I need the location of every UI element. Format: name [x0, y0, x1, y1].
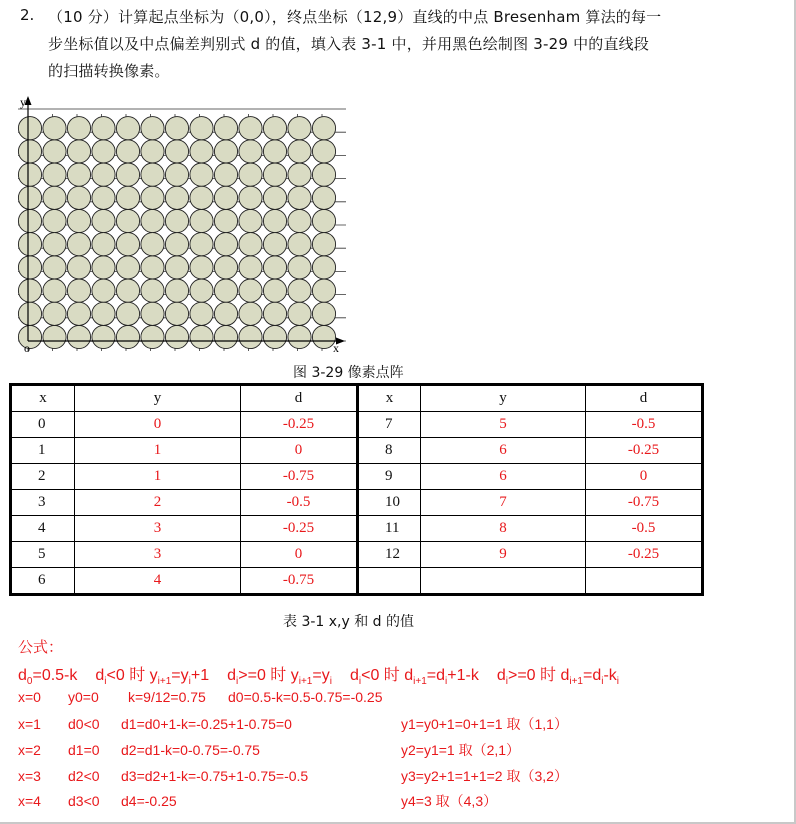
pixel-circle	[43, 233, 66, 256]
pixel-circle	[92, 233, 115, 256]
pixel-circle	[288, 256, 311, 279]
pixel-circle	[214, 233, 237, 256]
cell-d: -0.5	[241, 490, 358, 516]
pixel-circle	[43, 302, 66, 325]
pixel-circle	[239, 302, 262, 325]
cell-y: 0	[75, 412, 241, 438]
step-term: d1=d0+1-k=-0.25+1-0.75=0	[121, 716, 292, 732]
pixel-circle	[312, 279, 335, 302]
step-term: y4=3 取（4,3）	[401, 793, 498, 809]
pixel-circle	[141, 302, 164, 325]
step-term: y0=0	[68, 689, 99, 705]
pixel-circle	[288, 209, 311, 232]
pixel-circle	[18, 186, 41, 209]
header-y: y	[75, 385, 241, 412]
pixel-circle	[288, 186, 311, 209]
cell-d: -0.75	[586, 490, 703, 516]
pixel-circle	[263, 233, 286, 256]
pixel-circle	[165, 302, 188, 325]
pixel-circle	[165, 186, 188, 209]
cell-y: 6	[421, 464, 586, 490]
pixel-circle	[92, 302, 115, 325]
pixel-circle	[67, 163, 90, 186]
step-term: d0<0	[68, 716, 100, 732]
cell-y: 1	[75, 464, 241, 490]
pixel-circle	[43, 163, 66, 186]
cell-d: -0.5	[586, 516, 703, 542]
pixel-circle	[312, 186, 335, 209]
calculation-step	[18, 689, 428, 705]
step-term: x=4	[18, 793, 41, 809]
pixel-circle	[214, 209, 237, 232]
cell-d: -0.75	[241, 464, 358, 490]
formula-part: $d_i>=0$ 时 $d_{i+1}=d_i-k_i$	[496, 667, 620, 688]
pixel-circle	[18, 279, 41, 302]
pixel-circle	[239, 140, 262, 163]
pixel-circle	[214, 325, 237, 348]
pixel-circle	[288, 140, 311, 163]
question-number: 2.	[20, 6, 35, 24]
cell-d: -0.25	[241, 516, 358, 542]
step-term: d3=d2+1-k=-0.75+1-0.75=-0.5	[121, 768, 309, 784]
pixel-circle	[312, 209, 335, 232]
pixel-circle	[214, 117, 237, 140]
header-x: x	[11, 385, 75, 412]
pixel-circle	[214, 163, 237, 186]
cell-x: 3	[11, 490, 75, 516]
cell-x	[358, 568, 421, 595]
step-term: y2=y1=1 取（2,1）	[401, 742, 521, 758]
table-row	[11, 490, 703, 516]
cell-y: 8	[421, 516, 586, 542]
pixel-circle	[263, 140, 286, 163]
pixel-circle	[214, 186, 237, 209]
table-row	[11, 516, 703, 542]
cell-d: -0.5	[586, 412, 703, 438]
pixel-circle	[312, 256, 335, 279]
pixel-circle	[190, 163, 213, 186]
formula-part: $d_i>=0$ 时 $y_{i+1}=y_i$	[227, 667, 332, 688]
pixel-circles	[18, 117, 335, 349]
pixel-circle	[92, 325, 115, 348]
pixel-circle	[67, 233, 90, 256]
pixel-circle	[141, 256, 164, 279]
pixel-circle	[43, 117, 66, 140]
pixel-circle	[141, 140, 164, 163]
cell-x: 9	[358, 464, 421, 490]
cell-d	[586, 568, 703, 595]
results-table	[9, 383, 704, 596]
cell-x: 10	[358, 490, 421, 516]
cell-y: 6	[421, 438, 586, 464]
cell-y	[421, 568, 586, 595]
table-row	[11, 438, 703, 464]
pixel-circle	[312, 233, 335, 256]
pixel-circle	[312, 117, 335, 140]
step-term: d3<0	[68, 793, 100, 809]
cell-d: -0.25	[586, 438, 703, 464]
pixel-circle	[190, 325, 213, 348]
cell-y: 1	[75, 438, 241, 464]
pixel-circle	[116, 233, 139, 256]
pixel-circle	[288, 117, 311, 140]
question-line-2: 步坐标值以及中点偏差判别式 d 的值，填入表 3-1 中，并用黑色绘制图 3-29 中的直线段	[48, 35, 650, 53]
pixel-circle	[190, 186, 213, 209]
pixel-circle	[43, 256, 66, 279]
cell-x: 0	[11, 412, 75, 438]
pixel-circle	[67, 256, 90, 279]
calculation-step	[18, 740, 621, 760]
pixel-circle	[239, 325, 262, 348]
calculation-step	[18, 791, 621, 811]
pixel-circle	[116, 186, 139, 209]
pixel-circle	[43, 186, 66, 209]
table-header-row	[11, 385, 703, 412]
pixel-circle	[239, 186, 262, 209]
table-row	[11, 464, 703, 490]
pixel-circle	[190, 117, 213, 140]
pixel-circle	[43, 209, 66, 232]
pixel-circle	[288, 302, 311, 325]
pixel-circle	[190, 279, 213, 302]
header-x-right: x	[358, 385, 421, 412]
pixel-circle	[116, 325, 139, 348]
y-axis-label: y	[20, 95, 26, 109]
cell-x: 2	[11, 464, 75, 490]
pixel-circle	[165, 163, 188, 186]
cell-y: 4	[75, 568, 241, 595]
pixel-circle	[67, 209, 90, 232]
pixel-circle	[239, 233, 262, 256]
cell-y: 3	[75, 516, 241, 542]
cell-d: 0	[241, 438, 358, 464]
table-row	[11, 568, 703, 595]
pixel-circle	[263, 302, 286, 325]
pixel-circle	[288, 163, 311, 186]
table-caption: 表 3-1 x,y 和 d 的值	[283, 614, 415, 630]
pixel-circle	[263, 325, 286, 348]
x-axis-label: x	[333, 341, 339, 355]
formula-part: $d_i<0$ 时 $y_{i+1}=y_i+1$	[95, 667, 210, 688]
cell-x: 5	[11, 542, 75, 568]
pixel-circle	[67, 325, 90, 348]
pixel-circle	[165, 256, 188, 279]
formula-part: $d_0=0.5-k$	[18, 667, 78, 688]
pixel-circle	[239, 256, 262, 279]
pixel-circle	[92, 163, 115, 186]
pixel-circle	[263, 163, 286, 186]
pixel-circle	[18, 209, 41, 232]
formula-main-line	[18, 662, 619, 687]
question-line-1: （10 分）计算起点坐标为（0,0），终点坐标（12,9）直线的中点 Bresenham 算法的每一	[48, 8, 662, 26]
cell-d: -0.25	[586, 542, 703, 568]
step-term: k=9/12=0.75	[128, 689, 206, 705]
pixel-circle	[190, 209, 213, 232]
cell-y: 5	[421, 412, 586, 438]
pixel-circle	[116, 302, 139, 325]
pixel-circle	[18, 325, 41, 348]
pixel-circle	[116, 256, 139, 279]
step-term: x=1	[18, 716, 41, 732]
pixel-circle	[239, 163, 262, 186]
cell-x: 12	[358, 542, 421, 568]
pixel-circle	[92, 279, 115, 302]
pixel-circle	[141, 186, 164, 209]
cell-x: 8	[358, 438, 421, 464]
pixel-circle	[165, 209, 188, 232]
header-y-right: y	[421, 385, 586, 412]
pixel-circle	[263, 279, 286, 302]
table-row	[11, 412, 703, 438]
cell-d: -0.75	[241, 568, 358, 595]
step-term: d4=-0.25	[121, 793, 177, 809]
pixel-circle	[190, 302, 213, 325]
table-body	[11, 412, 703, 595]
pixel-circle	[239, 117, 262, 140]
pixel-circle	[263, 186, 286, 209]
pixel-circle	[18, 256, 41, 279]
pixel-circle	[239, 209, 262, 232]
pixel-circle	[165, 117, 188, 140]
pixel-circle	[92, 209, 115, 232]
pixel-circle	[288, 233, 311, 256]
pixel-circle	[190, 256, 213, 279]
step-term: x=2	[18, 742, 41, 758]
pixel-circle	[165, 140, 188, 163]
figure-caption: 图 3-29 像素点阵	[293, 365, 404, 381]
pixel-circle	[312, 163, 335, 186]
calculation-step	[18, 766, 621, 786]
header-d-right: d	[586, 385, 703, 412]
pixel-grid-figure	[16, 94, 346, 356]
pixel-circle	[141, 209, 164, 232]
cell-d: -0.25	[241, 412, 358, 438]
cell-x: 4	[11, 516, 75, 542]
pixel-circle	[214, 279, 237, 302]
pixel-circle	[43, 325, 66, 348]
pixel-circle	[116, 209, 139, 232]
pixel-circle	[92, 186, 115, 209]
pixel-circle	[43, 279, 66, 302]
pixel-circle	[141, 325, 164, 348]
pixel-circle	[288, 279, 311, 302]
pixel-circle	[67, 279, 90, 302]
step-term: d2=d1-k=0-0.75=-0.75	[121, 742, 260, 758]
pixel-circle	[141, 117, 164, 140]
pixel-circle	[263, 209, 286, 232]
pixel-circle	[214, 140, 237, 163]
pixel-circle	[214, 302, 237, 325]
pixel-circle	[214, 256, 237, 279]
pixel-circle	[141, 163, 164, 186]
cell-y: 3	[75, 542, 241, 568]
pixel-circle	[43, 140, 66, 163]
pixel-circle	[18, 302, 41, 325]
pixel-circle	[116, 117, 139, 140]
pixel-circle	[67, 186, 90, 209]
step-term: d0=0.5-k=0.5-0.75=-0.25	[228, 689, 383, 705]
pixel-circle	[116, 140, 139, 163]
pixel-circle	[18, 117, 41, 140]
pixel-circle	[263, 256, 286, 279]
pixel-circle	[288, 325, 311, 348]
cell-x: 11	[358, 516, 421, 542]
pixel-circle	[92, 140, 115, 163]
step-term: y3=y2+1=1+1=2 取（3,2）	[401, 768, 568, 784]
step-term: y1=y0+1=0+1=1 取（1,1）	[401, 716, 568, 732]
pixel-circle	[116, 163, 139, 186]
step-term: x=3	[18, 768, 41, 784]
calculation-step	[18, 714, 621, 734]
step-term: x=0	[18, 689, 41, 705]
pixel-circle	[141, 279, 164, 302]
pixel-circle	[67, 140, 90, 163]
pixel-circle	[190, 233, 213, 256]
step-term: d1=0	[68, 742, 100, 758]
pixel-circle	[116, 279, 139, 302]
cell-x: 1	[11, 438, 75, 464]
pixel-circle	[18, 233, 41, 256]
pixel-circle	[18, 140, 41, 163]
formula-title: 公式：	[18, 639, 64, 656]
table-row	[11, 542, 703, 568]
pixel-circle	[263, 117, 286, 140]
pixel-circle	[312, 302, 335, 325]
cell-x: 7	[358, 412, 421, 438]
pixel-circle	[165, 233, 188, 256]
pixel-circle	[141, 233, 164, 256]
pixel-circle	[67, 117, 90, 140]
question-line-3: 的扫描转换像素。	[48, 62, 170, 80]
origin-label: o	[24, 341, 30, 355]
cell-d: 0	[586, 464, 703, 490]
pixel-circle	[312, 140, 335, 163]
pixel-circle	[165, 325, 188, 348]
pixel-circle	[92, 256, 115, 279]
pixel-circle	[165, 279, 188, 302]
cell-d: 0	[241, 542, 358, 568]
header-d: d	[241, 385, 358, 412]
step-term: d2<0	[68, 768, 100, 784]
pixel-circle	[190, 140, 213, 163]
cell-y: 2	[75, 490, 241, 516]
pixel-circle	[18, 163, 41, 186]
cell-y: 7	[421, 490, 586, 516]
pixel-circle	[239, 279, 262, 302]
cell-x: 6	[11, 568, 75, 595]
cell-y: 9	[421, 542, 586, 568]
pixel-circle	[67, 302, 90, 325]
formula-part: $d_i<0$ 时 $d_{i+1}=d_i+1-k$	[349, 667, 479, 688]
pixel-circle	[92, 117, 115, 140]
